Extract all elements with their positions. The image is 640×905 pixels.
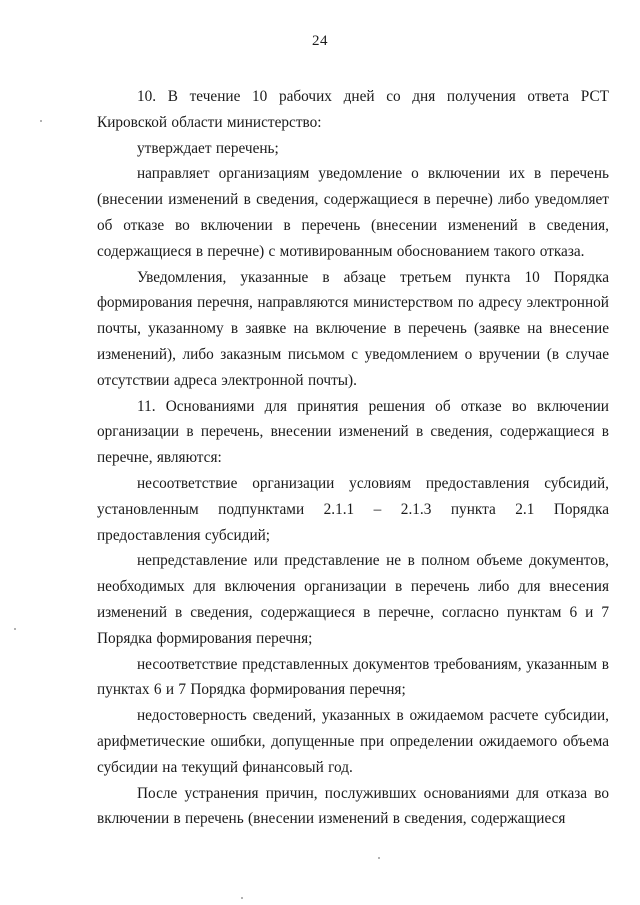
paragraph-approves-list: утверждает перечень; xyxy=(137,139,279,157)
scan-speck xyxy=(241,897,243,899)
scan-speck xyxy=(14,628,16,630)
scan-speck xyxy=(378,857,380,859)
paragraph-inaccurate-information: недостоверность сведений, указанных в ожидаемом расчете субсидии, арифметические ошибки, допущенные при определении ожидаемого объема субсидии на текущий финансовый год. xyxy=(97,707,609,776)
paragraph-notifications-delivery: Уведомления, указанные в абзаце третьем пункта 10 Порядка формирования перечня, направляются министерством по адресу электронной почты, указанному в заявке на включение в перечень (заявке на внесение изменений), либо заказным письмом с уведомлением о вручении (в случае отсутствии адреса электронной почты). xyxy=(97,268,609,389)
paragraph-11-intro: 11. Основаниями для принятия решения об отказе во включении организации в перечень, внесении изменений в сведения, содержащиеся в перечне, являются: xyxy=(97,397,609,467)
document-body xyxy=(97,84,609,832)
paragraph-nonconformity-conditions: несоответствие организации условиям предоставления субсидий, установленным подпунктами 2.1.1 – 2.1.3 пункта 2.1 Порядка предоставления субсидий; xyxy=(97,474,609,544)
page-number: 24 xyxy=(312,33,328,49)
paragraph-missing-documents: непредставление или представление не в полном объеме документов, необходимых для включения организации в перечень либо для внесения изменений в сведения, содержащиеся в перечне, согласно пунктам 6 и 7 Порядка формирования перечня; xyxy=(97,552,609,647)
paragraph-nonconformity-documents: несоответствие представленных документов требованиям, указанным в пунктах 6 и 7 Порядка формирования перечня; xyxy=(97,655,609,699)
paragraph-after-elimination: После устранения причин, послуживших основаниями для отказа во включении в перечень (внесении изменений в сведения, содержащиеся xyxy=(97,784,609,828)
paragraph-sends-notification: направляет организациям уведомление о включении их в перечень (внесении изменений в сведения, содержащиеся в перечне) либо уведомляет об отказе во включении в перечень (внесении изменений в сведения, содержащиеся в перечне) с мотивированным обоснованием такого отказа. xyxy=(97,165,609,260)
paragraph-10-intro: 10. В течение 10 рабочих дней со дня получения ответа РСТ Кировской области министерство: xyxy=(97,88,609,131)
scan-speck xyxy=(40,120,42,122)
